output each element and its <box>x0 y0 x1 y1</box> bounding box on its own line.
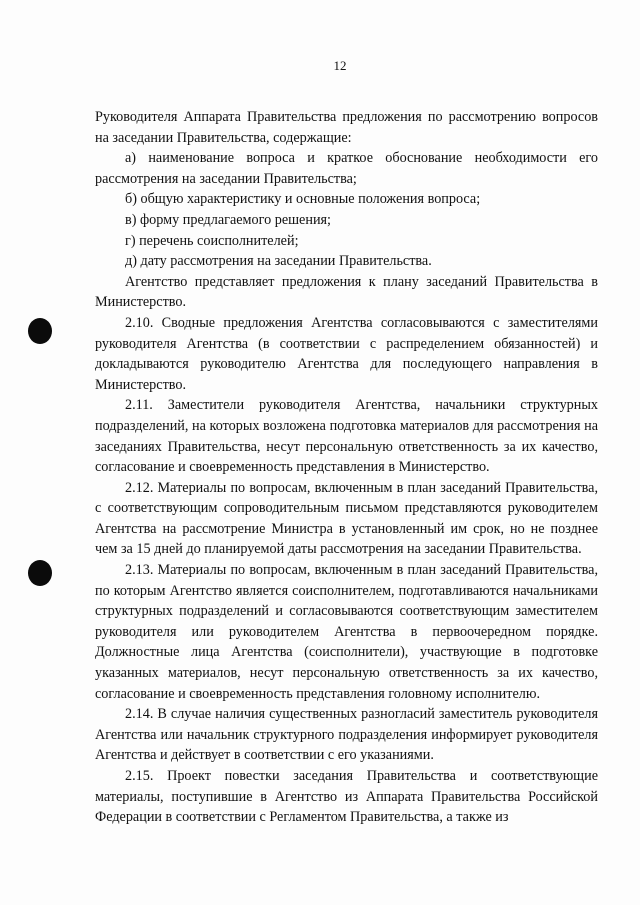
list-item-e: д) дату рассмотрения на заседании Правительства. <box>125 253 432 270</box>
list-item-d: г) перечень соисполнителей; <box>125 232 299 249</box>
clause-2-11: 2.11. Заместители руководителя Агентства, начальники структурных подразделений, на которых возложена подготовка материалов для рассмотрения на заседаниях Правительства, несут персональную ответственность за их качество, согласование и своевременность представления в Министерство. <box>95 397 598 476</box>
list-item-a: а) наименование вопроса и краткое обоснование необходимости его рассмотрения на заседании Правительства; <box>95 150 598 187</box>
list-item-b: б) общую характеристику и основные положения вопроса; <box>125 191 481 208</box>
page-number: 12 <box>333 58 347 73</box>
list-item-c: в) форму предлагаемого решения; <box>125 211 332 228</box>
clause-2-10: 2.10. Сводные предложения Агентства согласовываются с заместителями руководителя Агентства (в соответствии с распределением обязанностей) и докладываются руководителю Агентства для последующего направления в Министерство. <box>95 314 598 393</box>
punch-hole-mark <box>28 560 52 586</box>
document-body <box>95 107 598 828</box>
clause-2-12: 2.12. Материалы по вопросам, включенным в план заседаний Правительства, с соответствующим сопроводительным письмом представляются руководителем Агентства на рассмотрение Министра в установленный им срок, но не позднее чем за 15 дней до планируемой даты рассмотрения на заседании Правительства. <box>95 479 598 558</box>
paragraph: Агентство представляет предложения к плану заседаний Правительства в Министерство. <box>95 273 598 311</box>
punch-hole-mark <box>28 318 52 344</box>
clause-2-14: 2.14. В случае наличия существенных разногласий заместитель руководителя Агентства или начальник структурного подразделения информирует руководителя Агентства и действует в соответствии с его указаниями. <box>95 706 598 764</box>
paragraph-continuation: Руководителя Аппарата Правительства предложения по рассмотрению вопросов на заседании Правительства, содержащие: <box>95 109 598 146</box>
clause-2-15: 2.15. Проект повестки заседания Правительства и соответствующие материалы, поступившие в Агентство из Аппарата Правительства Российской Федерации в соответствии с Регламентом Правительства, а также из <box>95 768 598 826</box>
clause-2-13: 2.13. Материалы по вопросам, включенным в план заседаний Правительства, по которым Агентство является соисполнителем, подготавливаются начальниками структурных подразделений и согласовываются соответствующим заместителем руководителя или руководителем Агентства в первоочередном порядке. Должностные лица Агентства (соисполнители), участвующие в подготовке указанных материалов, несут персональную ответственность за их качество, согласование и своевременность представления головному исполнителю. <box>95 562 598 702</box>
